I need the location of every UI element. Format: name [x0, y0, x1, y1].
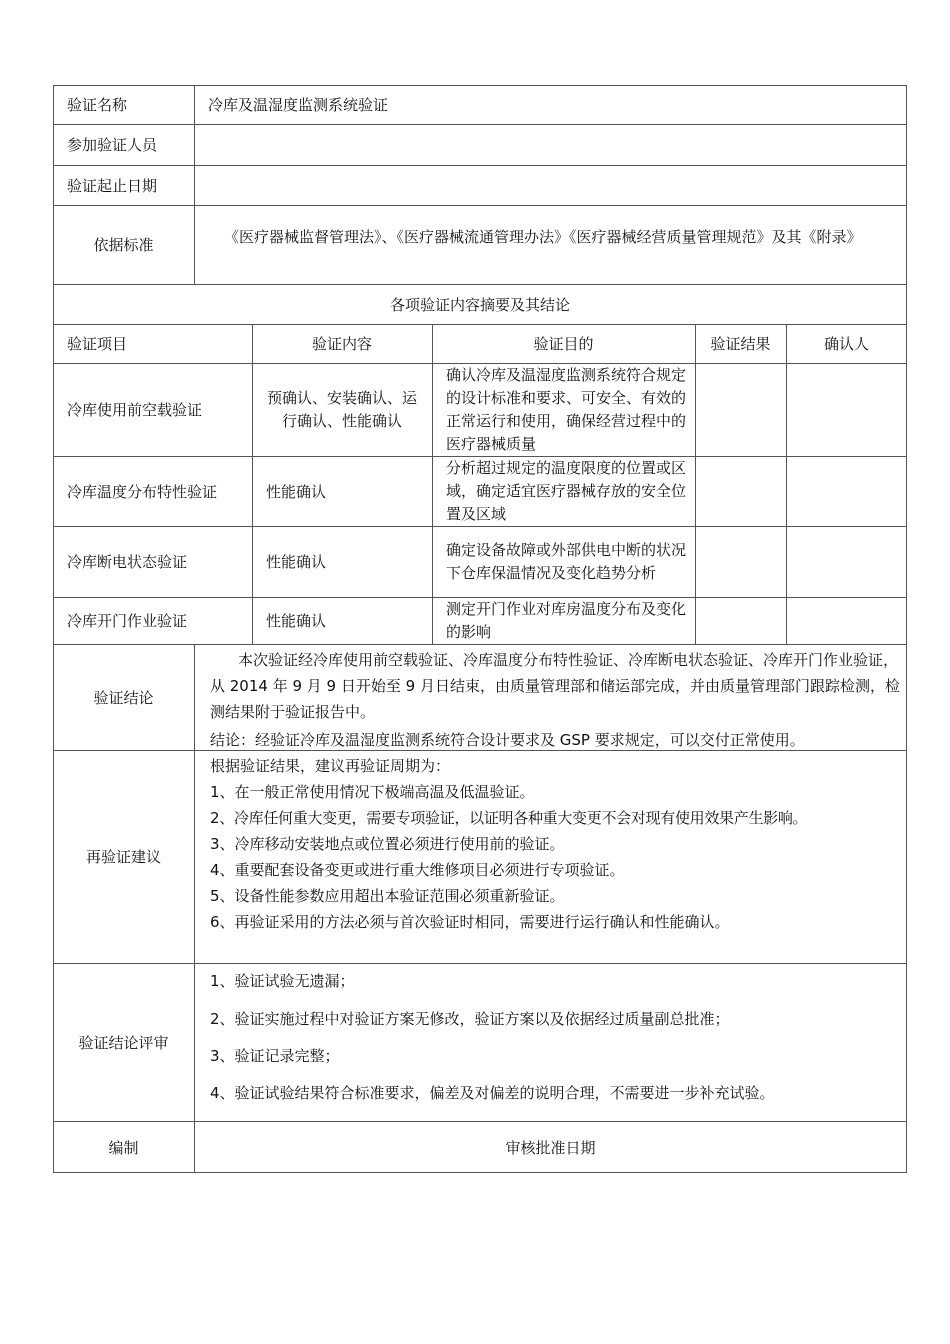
item-project: 冷库开门作业验证 [67, 612, 188, 630]
item-project: 冷库温度分布特性验证 [67, 482, 218, 501]
summary-title: 各项验证内容摘要及其结论 [389, 295, 570, 314]
validation-name-label: 验证名称 [67, 96, 128, 114]
item-result [695, 526, 786, 597]
item-confirmer [786, 456, 907, 526]
revalidation-line: 2、冷库任何重大变更，需要专项验证，以证明各种重大变更不会对现有使用效果产生影响。 [210, 809, 808, 827]
review-line: 1、验证试验无遗漏； [210, 972, 355, 990]
compiled-by-label: 编制 [108, 1138, 139, 1157]
revalidation-line: 4、重要配套设备变更或进行重大维修项目必须进行专项验证。 [210, 861, 625, 879]
item-content: 性能确认 [266, 553, 327, 571]
item-result [695, 456, 786, 526]
approval-date-label: 审核批准日期 [505, 1138, 596, 1157]
validation-name-value: 冷库及温湿度监测系统验证 [208, 96, 389, 114]
date-range-label: 验证起止日期 [67, 176, 158, 195]
conclusion-label: 验证结论 [93, 688, 154, 707]
review-line: 3、验证记录完整； [210, 1047, 340, 1065]
revalidation-line: 1、在一般正常使用情况下极端高温及低温验证。 [210, 783, 535, 801]
basis-text: 《医疗器械监督管理法》、《医疗器械流通管理办法》《医疗器械经营质量管理规范》及其《附录》 [224, 228, 862, 246]
revalidation-label: 再验证建议 [85, 848, 161, 866]
date-range-value [194, 165, 907, 205]
col-divider [194, 644, 195, 1173]
item-result [695, 597, 786, 644]
item-confirmer [786, 526, 907, 597]
col-header-confirmer: 确认人 [823, 335, 869, 353]
conclusion-result: 结论：经验证冷库及温湿度监测系统符合设计要求及 GSP 要求规定，可以交付正常使用。 [210, 731, 805, 749]
item-purpose: 确定设备故障或外部供电中断的状况下仓库保温情况及变化趋势分析 [446, 540, 687, 582]
col-header-content: 验证内容 [311, 335, 372, 353]
revalidation-line: 6、再验证采用的方法必须与首次验证时相同，需要进行运行确认和性能确认。 [210, 913, 730, 931]
conclusion-paragraph: 本次验证经冷库使用前空载验证、冷库温度分布特性验证、冷库断电状态验证、冷库开门作业验证，从 2014 年 9 月 9 日开始至 9 月日结束，由质量管理部和储运部完成，并由质量管理部门跟踪检测，检测结果附于验证报告中。 [210, 651, 900, 721]
participants-label: 参加验证人员 [67, 136, 158, 154]
revalidation-line: 3、冷库移动安装地点或位置必须进行使用前的验证。 [210, 835, 565, 853]
col-header-purpose: 验证目的 [533, 335, 594, 353]
revalidation-line: 根据验证结果，建议再验证周期为： [210, 757, 451, 775]
item-content: 预确认、安装确认、运行确认、性能确认 [266, 388, 417, 430]
participants-value [194, 124, 907, 165]
item-content: 性能确认 [266, 612, 327, 630]
item-confirmer [786, 597, 907, 644]
item-project: 冷库使用前空载验证 [67, 401, 203, 419]
revalidation-line: 5、设备性能参数应用超出本验证范围必须重新验证。 [210, 887, 565, 905]
review-line: 2、验证实施过程中对验证方案无修改，验证方案以及依据经过质量副总批准； [210, 1010, 730, 1028]
col-header-project: 验证项目 [67, 335, 128, 353]
item-purpose: 分析超过规定的温度限度的位置或区域，确定适宜医疗器械存放的安全位置及区域 [446, 458, 687, 523]
item-purpose: 测定开门作业对库房温度分布及变化的影响 [446, 599, 687, 641]
review-label: 验证结论评审 [78, 1033, 169, 1052]
item-result [695, 363, 786, 456]
item-content: 性能确认 [266, 482, 327, 501]
item-project: 冷库断电状态验证 [67, 553, 188, 571]
basis-label: 依据标准 [93, 236, 154, 254]
item-purpose: 确认冷库及温湿度监测系统符合规定的设计标准和要求、可安全、有效的正常运行和使用，确保经营过程中的医疗器械质量 [446, 365, 687, 453]
item-confirmer [786, 363, 907, 456]
col-header-result: 验证结果 [710, 335, 771, 353]
review-line: 4、验证试验结果符合标准要求，偏差及对偏差的说明合理，不需要进一步补充试验。 [210, 1084, 775, 1102]
